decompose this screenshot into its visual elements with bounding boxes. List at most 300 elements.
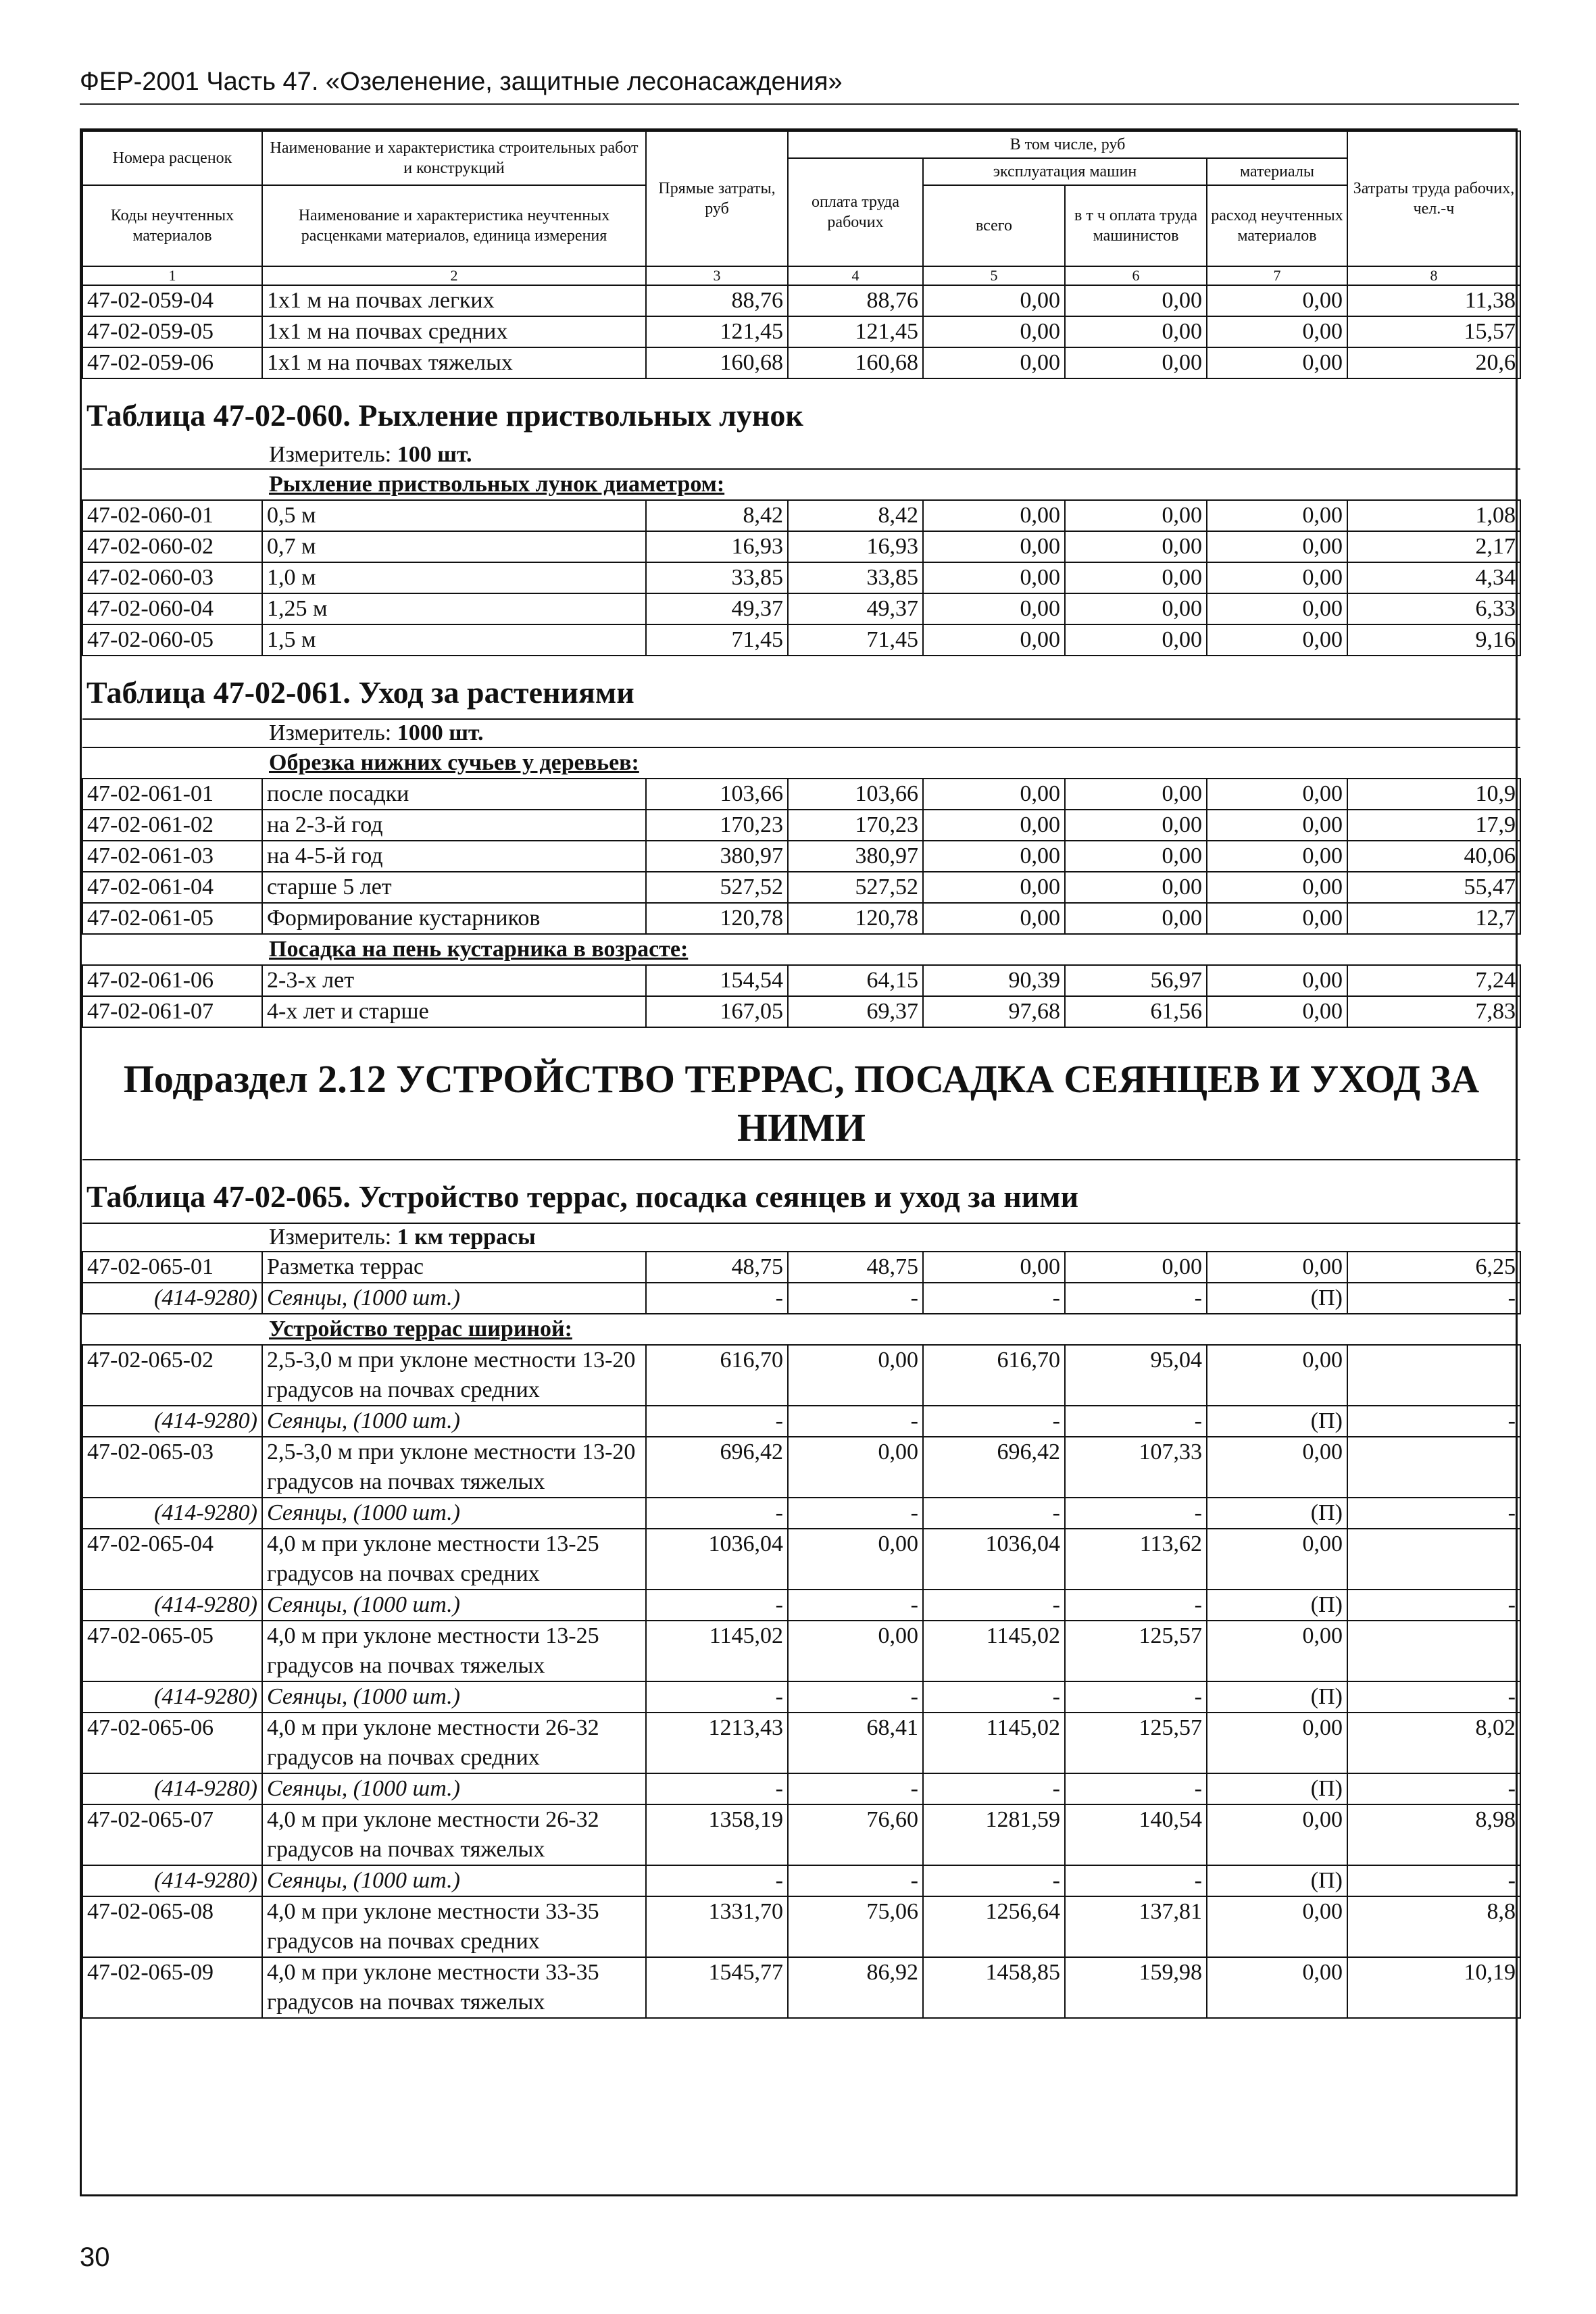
rate-code: 47-02-061-03 — [82, 841, 262, 872]
work-description: Разметка террас — [262, 1252, 646, 1283]
value-cell: 125,57 — [1065, 1621, 1207, 1681]
value-cell: 33,85 — [788, 562, 923, 593]
table-061-group2-wrap — [82, 934, 1520, 965]
value-cell: 0,00 — [1207, 1252, 1347, 1283]
work-description: 1x1 м на почвах средних — [262, 316, 646, 347]
work-description: на 4-5-й год — [262, 841, 646, 872]
rates-table-frame — [80, 128, 1518, 2196]
table-065-meter: Измеритель: 1 км террасы — [269, 1225, 536, 1250]
table-row — [82, 562, 1520, 593]
table-row — [82, 1713, 1520, 1773]
value-cell: (П) — [1207, 1865, 1347, 1896]
page-header: ФЕР-2001 Часть 47. «Озеленение, защитные лесонасаждения» — [80, 68, 1519, 105]
value-cell: - — [923, 1865, 1065, 1896]
work-description: 4,0 м при уклоне местности 26-32 градусов на почвах тяжелых — [262, 1804, 646, 1865]
header-col4: оплата труда рабочих — [788, 158, 923, 266]
table-row — [82, 1406, 1520, 1437]
value-cell: 10,19 — [1347, 1957, 1520, 2018]
value-cell: (П) — [1207, 1681, 1347, 1713]
value-cell: 0,00 — [788, 1437, 923, 1498]
value-cell: 1358,19 — [646, 1804, 788, 1865]
value-cell: 97,68 — [923, 996, 1065, 1027]
value-cell — [1347, 1437, 1520, 1498]
header-machines: эксплуатация машин — [923, 158, 1207, 185]
rate-code: 47-02-061-02 — [82, 810, 262, 841]
value-cell: 0,00 — [1207, 316, 1347, 347]
rate-code: 47-02-061-06 — [82, 965, 262, 996]
value-cell: 40,06 — [1347, 841, 1520, 872]
value-cell: 75,06 — [788, 1896, 923, 1957]
value-cell: 49,37 — [788, 593, 923, 624]
value-cell: 160,68 — [788, 347, 923, 378]
value-cell: (П) — [1207, 1773, 1347, 1804]
value-cell: 0,00 — [923, 841, 1065, 872]
value-cell: 1145,02 — [923, 1621, 1065, 1681]
value-cell: 113,62 — [1065, 1529, 1207, 1590]
value-cell: 1145,02 — [923, 1713, 1065, 1773]
value-cell: - — [923, 1681, 1065, 1713]
value-cell: 0,00 — [1065, 531, 1207, 562]
value-cell: - — [1347, 1773, 1520, 1804]
work-description: Формирование кустарников — [262, 903, 646, 934]
value-cell: - — [646, 1283, 788, 1314]
rate-code: 47-02-059-05 — [82, 316, 262, 347]
column-number: 1 — [82, 266, 262, 285]
rate-code: 47-02-059-06 — [82, 347, 262, 378]
table-061-rows1 — [82, 779, 1520, 934]
rate-code: 47-02-060-02 — [82, 531, 262, 562]
value-cell: - — [1065, 1406, 1207, 1437]
value-cell: 380,97 — [646, 841, 788, 872]
material-code: (414-9280) — [82, 1498, 262, 1529]
value-cell: 0,00 — [1207, 779, 1347, 810]
value-cell: 0,00 — [1207, 593, 1347, 624]
value-cell: 55,47 — [1347, 872, 1520, 903]
table-row — [82, 810, 1520, 841]
value-cell: 103,66 — [646, 779, 788, 810]
value-cell: 0,00 — [1207, 500, 1347, 531]
value-cell: 86,92 — [788, 1957, 923, 2018]
value-cell: - — [1065, 1590, 1207, 1621]
value-cell: 17,9 — [1347, 810, 1520, 841]
rate-code: 47-02-065-05 — [82, 1621, 262, 1681]
table-row — [82, 1590, 1520, 1621]
work-description: Сеянцы, (1000 шт.) — [262, 1498, 646, 1529]
column-number: 2 — [262, 266, 646, 285]
column-numbers — [82, 266, 1520, 285]
value-cell: 121,45 — [646, 316, 788, 347]
value-cell: 0,00 — [1207, 965, 1347, 996]
table-059-rows — [82, 285, 1520, 378]
value-cell: 0,00 — [1065, 593, 1207, 624]
value-cell: 0,00 — [923, 1252, 1065, 1283]
work-description: 4,0 м при уклоне местности 33-35 градусов на почвах средних — [262, 1896, 646, 1957]
value-cell: 0,00 — [1207, 872, 1347, 903]
value-cell: 90,39 — [923, 965, 1065, 996]
value-cell: 6,33 — [1347, 593, 1520, 624]
table-row — [82, 1529, 1520, 1590]
value-cell: - — [646, 1773, 788, 1804]
table-061-group1: Обрезка нижних сучьев у деревьев: — [269, 750, 639, 775]
work-description: 1,25 м — [262, 593, 646, 624]
material-code: (414-9280) — [82, 1590, 262, 1621]
value-cell: 0,00 — [788, 1529, 923, 1590]
value-cell: - — [1347, 1865, 1520, 1896]
table-row — [82, 531, 1520, 562]
rate-code: 47-02-061-07 — [82, 996, 262, 1027]
material-code: (414-9280) — [82, 1681, 262, 1713]
value-cell: 0,00 — [1207, 1957, 1347, 2018]
header-col1-bottom: Коды неучтенных материалов — [82, 185, 262, 266]
rate-code: 47-02-060-01 — [82, 500, 262, 531]
table-row — [82, 593, 1520, 624]
value-cell: 0,00 — [1065, 316, 1207, 347]
value-cell: 616,70 — [646, 1345, 788, 1406]
value-cell: 1545,77 — [646, 1957, 788, 2018]
value-cell: 527,52 — [646, 872, 788, 903]
rate-code: 47-02-065-06 — [82, 1713, 262, 1773]
value-cell: 1036,04 — [923, 1529, 1065, 1590]
value-cell: 71,45 — [788, 624, 923, 656]
table-row — [82, 996, 1520, 1027]
value-cell: 0,00 — [1207, 285, 1347, 316]
rate-code: 47-02-065-02 — [82, 1345, 262, 1406]
table-row — [82, 1283, 1520, 1314]
value-cell: 0,00 — [1207, 1713, 1347, 1773]
value-cell: 0,00 — [923, 624, 1065, 656]
value-cell: 7,24 — [1347, 965, 1520, 996]
value-cell: 1213,43 — [646, 1713, 788, 1773]
header-col7: расход неучтенных материалов — [1207, 185, 1347, 266]
table-row — [82, 1345, 1520, 1406]
column-number: 6 — [1065, 266, 1207, 285]
value-cell: 0,00 — [1207, 1437, 1347, 1498]
table-061-group2: Посадка на пень кустарника в возрасте: — [269, 937, 689, 962]
table-row — [82, 965, 1520, 996]
column-number: 8 — [1347, 266, 1520, 285]
value-cell: 1331,70 — [646, 1896, 788, 1957]
value-cell: - — [788, 1283, 923, 1314]
value-cell: 159,98 — [1065, 1957, 1207, 2018]
value-cell: 125,57 — [1065, 1713, 1207, 1773]
value-cell: (П) — [1207, 1283, 1347, 1314]
value-cell: 121,45 — [788, 316, 923, 347]
value-cell: - — [1065, 1681, 1207, 1713]
rate-code: 47-02-059-04 — [82, 285, 262, 316]
table-060-meter: Измеритель: 100 шт. — [269, 442, 472, 467]
rate-code: 47-02-060-05 — [82, 624, 262, 656]
table-row — [82, 624, 1520, 656]
value-cell: 140,54 — [1065, 1804, 1207, 1865]
value-cell: 0,00 — [1207, 1804, 1347, 1865]
value-cell: 0,00 — [923, 500, 1065, 531]
value-cell: - — [788, 1865, 923, 1896]
value-cell: 0,00 — [923, 593, 1065, 624]
column-number: 7 — [1207, 266, 1347, 285]
value-cell: 49,37 — [646, 593, 788, 624]
rate-code: 47-02-065-08 — [82, 1896, 262, 1957]
table-row — [82, 316, 1520, 347]
value-cell: 0,00 — [923, 316, 1065, 347]
value-cell: 0,00 — [1207, 562, 1347, 593]
work-description: 1x1 м на почвах легких — [262, 285, 646, 316]
value-cell: 71,45 — [646, 624, 788, 656]
value-cell: - — [1347, 1590, 1520, 1621]
value-cell: 1281,59 — [923, 1804, 1065, 1865]
rate-code: 47-02-065-09 — [82, 1957, 262, 2018]
value-cell: 16,93 — [646, 531, 788, 562]
value-cell: 0,00 — [923, 903, 1065, 934]
value-cell: 61,56 — [1065, 996, 1207, 1027]
work-description: Сеянцы, (1000 шт.) — [262, 1590, 646, 1621]
rate-code: 47-02-061-01 — [82, 779, 262, 810]
value-cell: 8,02 — [1347, 1713, 1520, 1773]
value-cell: 0,00 — [788, 1621, 923, 1681]
value-cell: - — [1065, 1773, 1207, 1804]
work-description: 4,0 м при уклоне местности 13-25 градусов на почвах средних — [262, 1529, 646, 1590]
table-row — [82, 1498, 1520, 1529]
value-cell: 0,00 — [923, 562, 1065, 593]
value-cell: 0,00 — [1207, 1529, 1347, 1590]
value-cell: (П) — [1207, 1406, 1347, 1437]
value-cell: 0,00 — [1065, 810, 1207, 841]
value-cell: 8,42 — [646, 500, 788, 531]
work-description: старше 5 лет — [262, 872, 646, 903]
value-cell: 0,00 — [923, 285, 1065, 316]
value-cell: 15,57 — [1347, 316, 1520, 347]
value-cell: - — [1347, 1498, 1520, 1529]
value-cell — [1347, 1621, 1520, 1681]
value-cell: 120,78 — [646, 903, 788, 934]
value-cell: 0,00 — [923, 531, 1065, 562]
header-group: В том числе, руб — [788, 131, 1347, 158]
value-cell: - — [923, 1283, 1065, 1314]
value-cell: 56,97 — [1065, 965, 1207, 996]
table-row — [82, 1957, 1520, 2018]
value-cell: 88,76 — [788, 285, 923, 316]
value-cell: 137,81 — [1065, 1896, 1207, 1957]
value-cell: - — [1347, 1283, 1520, 1314]
value-cell: 20,6 — [1347, 347, 1520, 378]
table-row — [82, 1896, 1520, 1957]
rate-code: 47-02-060-03 — [82, 562, 262, 593]
value-cell: - — [788, 1406, 923, 1437]
value-cell: - — [646, 1406, 788, 1437]
value-cell: 68,41 — [788, 1713, 923, 1773]
value-cell: 0,00 — [1207, 903, 1347, 934]
value-cell: 0,00 — [923, 779, 1065, 810]
subsection-title: Подраздел 2.12 УСТРОЙСТВО ТЕРРАС, ПОСАДКА СЕЯНЦЕВ И УХОД ЗА НИМИ — [123, 1057, 1480, 1150]
value-cell: 76,60 — [788, 1804, 923, 1865]
value-cell: 154,54 — [646, 965, 788, 996]
value-cell: 10,9 — [1347, 779, 1520, 810]
table-row — [82, 1681, 1520, 1713]
work-description: 1,0 м — [262, 562, 646, 593]
table-header — [82, 131, 1520, 285]
value-cell: 0,00 — [1207, 1621, 1347, 1681]
value-cell: - — [646, 1681, 788, 1713]
value-cell: 64,15 — [788, 965, 923, 996]
value-cell: (П) — [1207, 1498, 1347, 1529]
table-row — [82, 347, 1520, 378]
value-cell: 0,00 — [1065, 624, 1207, 656]
value-cell: - — [646, 1865, 788, 1896]
value-cell: 8,98 — [1347, 1804, 1520, 1865]
value-cell: 7,83 — [1347, 996, 1520, 1027]
value-cell: 4,34 — [1347, 562, 1520, 593]
work-description: 4,0 м при уклоне местности 13-25 градусов на почвах тяжелых — [262, 1621, 646, 1681]
rate-code: 47-02-065-01 — [82, 1252, 262, 1283]
value-cell: 0,00 — [1065, 872, 1207, 903]
work-description: Сеянцы, (1000 шт.) — [262, 1773, 646, 1804]
value-cell: (П) — [1207, 1590, 1347, 1621]
value-cell: 170,23 — [646, 810, 788, 841]
value-cell: 48,75 — [788, 1252, 923, 1283]
work-description: 4-х лет и старше — [262, 996, 646, 1027]
material-code: (414-9280) — [82, 1773, 262, 1804]
table-row — [82, 1865, 1520, 1896]
value-cell: 0,00 — [923, 872, 1065, 903]
header-col1-top: Номера расценок — [82, 131, 262, 185]
value-cell: 2,17 — [1347, 531, 1520, 562]
value-cell: 8,42 — [788, 500, 923, 531]
subsection-wrap — [82, 1027, 1520, 1252]
header-col6: в т ч оплата труда машинистов — [1065, 185, 1207, 266]
work-description: на 2-3-й год — [262, 810, 646, 841]
table-060-group: Рыхление приствольных лунок диаметром: — [269, 472, 725, 497]
table-row — [82, 285, 1520, 316]
value-cell: - — [923, 1590, 1065, 1621]
value-cell: - — [646, 1590, 788, 1621]
value-cell — [1347, 1529, 1520, 1590]
work-description: 2-3-х лет — [262, 965, 646, 996]
value-cell: 160,68 — [646, 347, 788, 378]
header-col8: Затраты труда рабочих, чел.-ч — [1347, 131, 1520, 266]
table-row — [82, 779, 1520, 810]
value-cell: 88,76 — [646, 285, 788, 316]
value-cell: 1145,02 — [646, 1621, 788, 1681]
rate-code: 47-02-061-05 — [82, 903, 262, 934]
value-cell: - — [788, 1590, 923, 1621]
table-row — [82, 872, 1520, 903]
value-cell: 9,16 — [1347, 624, 1520, 656]
header-col5: всего — [923, 185, 1065, 266]
column-number: 5 — [923, 266, 1065, 285]
value-cell: 0,00 — [1207, 1896, 1347, 1957]
value-cell: 0,00 — [1207, 996, 1347, 1027]
value-cell: - — [923, 1406, 1065, 1437]
value-cell: - — [923, 1773, 1065, 1804]
value-cell: 107,33 — [1065, 1437, 1207, 1498]
work-description: 2,5-3,0 м при уклоне местности 13-20 градусов на почвах тяжелых — [262, 1437, 646, 1498]
value-cell: 0,00 — [923, 347, 1065, 378]
table-row — [82, 1621, 1520, 1681]
value-cell: - — [788, 1773, 923, 1804]
value-cell: - — [788, 1681, 923, 1713]
value-cell: 0,00 — [1207, 531, 1347, 562]
material-code: (414-9280) — [82, 1406, 262, 1437]
rates-table — [82, 130, 1521, 2019]
table-060 — [82, 378, 1520, 500]
value-cell: 0,00 — [1065, 500, 1207, 531]
value-cell: 0,00 — [1065, 347, 1207, 378]
value-cell: 95,04 — [1065, 1345, 1207, 1406]
header-col2-top: Наименование и характеристика строительных работ и конструкций — [262, 131, 646, 185]
column-number: 4 — [788, 266, 923, 285]
value-cell: 0,00 — [1065, 779, 1207, 810]
material-code: (414-9280) — [82, 1283, 262, 1314]
value-cell: 103,66 — [788, 779, 923, 810]
value-cell: - — [1065, 1865, 1207, 1896]
work-description: 4,0 м при уклоне местности 33-35 градусов на почвах тяжелых — [262, 1957, 646, 2018]
value-cell: 0,00 — [923, 810, 1065, 841]
work-description: Сеянцы, (1000 шт.) — [262, 1865, 646, 1896]
table-row — [82, 500, 1520, 531]
value-cell: 0,00 — [1207, 624, 1347, 656]
table-row — [82, 903, 1520, 934]
header-col2-bottom: Наименование и характеристика неучтенных расценками материалов, единица измерения — [262, 185, 646, 266]
table-061 — [82, 656, 1520, 779]
value-cell: - — [1065, 1498, 1207, 1529]
value-cell: 1458,85 — [923, 1957, 1065, 2018]
table-065-rows — [82, 1252, 1520, 2018]
material-code: (414-9280) — [82, 1865, 262, 1896]
value-cell: 12,7 — [1347, 903, 1520, 934]
value-cell: 1036,04 — [646, 1529, 788, 1590]
page-number: 30 — [80, 2242, 110, 2272]
table-row — [82, 1252, 1520, 1283]
table-row — [82, 1437, 1520, 1498]
value-cell: 696,42 — [923, 1437, 1065, 1498]
value-cell: 696,42 — [646, 1437, 788, 1498]
value-cell: 170,23 — [788, 810, 923, 841]
value-cell: 0,00 — [1065, 903, 1207, 934]
value-cell: 0,00 — [1207, 1345, 1347, 1406]
value-cell: 167,05 — [646, 996, 788, 1027]
rate-code: 47-02-065-03 — [82, 1437, 262, 1498]
rate-code: 47-02-061-04 — [82, 872, 262, 903]
header-materials: материалы — [1207, 158, 1347, 185]
value-cell: 380,97 — [788, 841, 923, 872]
value-cell: 0,00 — [1065, 1252, 1207, 1283]
column-number: 3 — [646, 266, 788, 285]
header-col3: Прямые затраты, руб — [646, 131, 788, 266]
value-cell: 1256,64 — [923, 1896, 1065, 1957]
table-065-title: Таблица 47-02-065. Устройство террас, посадка сеянцев и уход за ними — [86, 1179, 1079, 1214]
value-cell: 0,00 — [1207, 841, 1347, 872]
value-cell: 0,00 — [1065, 285, 1207, 316]
rate-code: 47-02-065-04 — [82, 1529, 262, 1590]
value-cell: - — [1347, 1681, 1520, 1713]
table-row — [82, 1773, 1520, 1804]
table-row — [82, 841, 1520, 872]
work-description: Сеянцы, (1000 шт.) — [262, 1681, 646, 1713]
work-description: 2,5-3,0 м при уклоне местности 13-20 градусов на почвах средних — [262, 1345, 646, 1406]
value-cell: 11,38 — [1347, 285, 1520, 316]
value-cell: 0,00 — [1207, 810, 1347, 841]
value-cell: 0,00 — [1065, 562, 1207, 593]
value-cell: 0,00 — [1065, 841, 1207, 872]
value-cell: - — [923, 1498, 1065, 1529]
work-description: 1,5 м — [262, 624, 646, 656]
work-description: 0,5 м — [262, 500, 646, 531]
value-cell: 120,78 — [788, 903, 923, 934]
work-description: 4,0 м при уклоне местности 26-32 градусов на почвах средних — [262, 1713, 646, 1773]
value-cell: - — [788, 1498, 923, 1529]
value-cell: 8,8 — [1347, 1896, 1520, 1957]
value-cell: 69,37 — [788, 996, 923, 1027]
table-060-title: Таблица 47-02-060. Рыхление приствольных лунок — [86, 398, 803, 433]
